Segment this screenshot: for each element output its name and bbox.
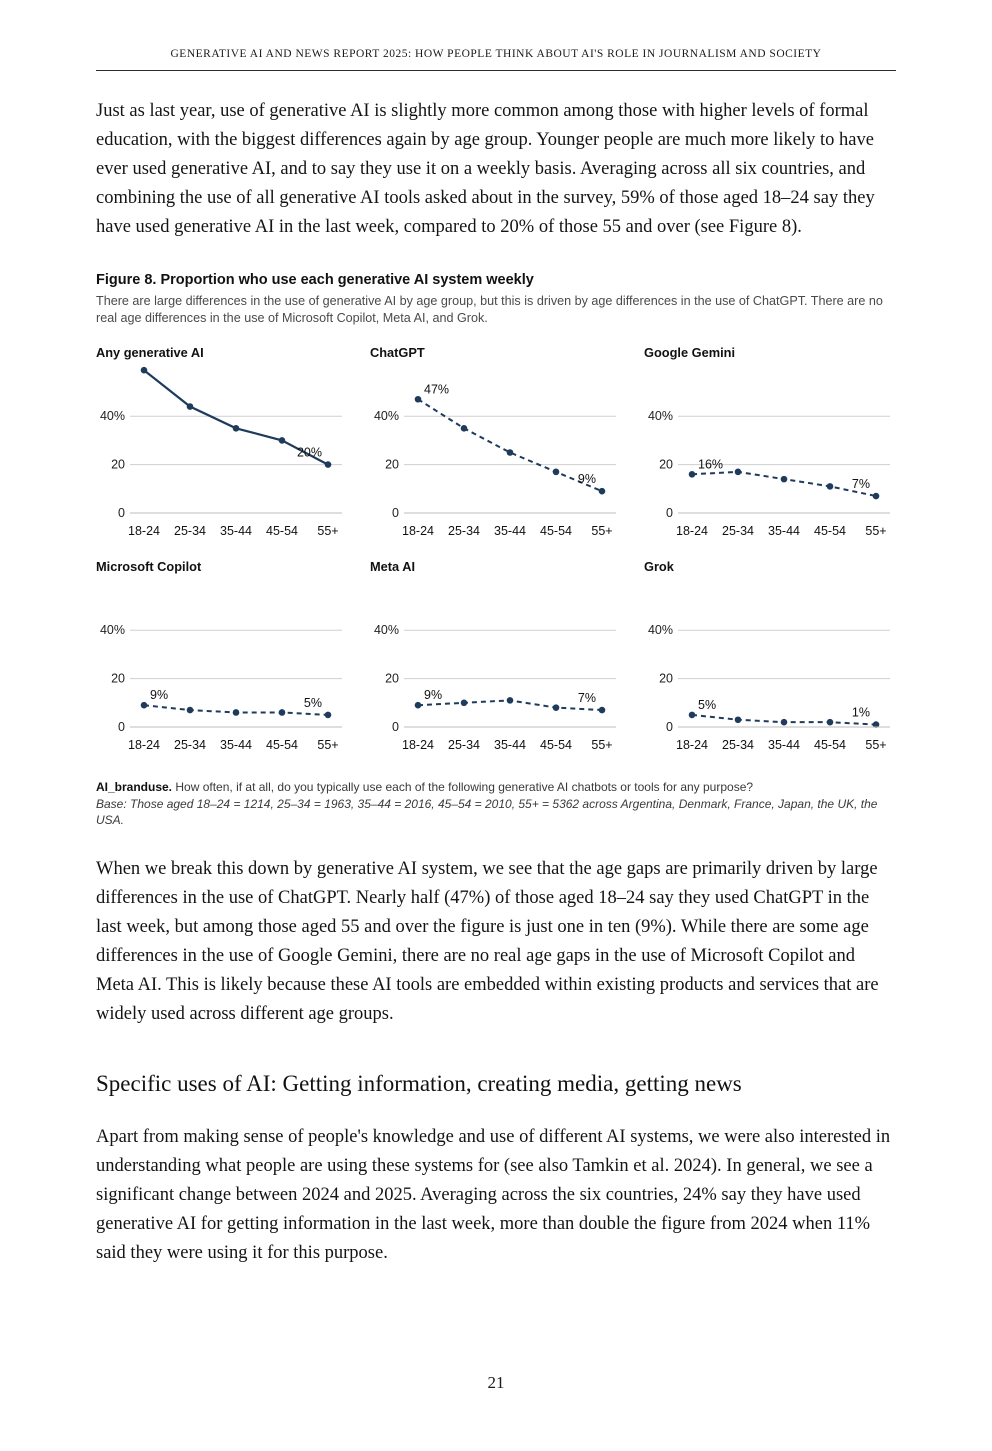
- x-tick-label: 45-54: [814, 524, 846, 538]
- data-point: [507, 449, 514, 456]
- x-tick-label: 25-34: [722, 524, 754, 538]
- y-tick-label: 40%: [99, 623, 125, 638]
- data-point: [735, 469, 742, 476]
- data-point: [735, 716, 742, 723]
- series-line: [418, 399, 602, 491]
- data-point: [507, 697, 514, 704]
- figure-8: [96, 272, 896, 829]
- data-point: [781, 719, 788, 726]
- chart-svg: [370, 580, 622, 765]
- chart-plot: [370, 580, 622, 765]
- y-tick-label: 0: [666, 720, 673, 734]
- chart-svg: [644, 580, 896, 765]
- chart-panel-chatgpt: [370, 345, 622, 551]
- y-tick-label: 20: [111, 671, 125, 686]
- charts-grid: [96, 345, 896, 765]
- intro-paragraph-block: [96, 97, 896, 242]
- x-tick-label: 35-44: [220, 524, 252, 538]
- x-tick-label: 25-34: [174, 738, 206, 752]
- chart-svg: [644, 366, 896, 551]
- chart-panel-any-generative-ai: [96, 345, 348, 551]
- data-label: 1%: [851, 705, 870, 720]
- data-point: [461, 700, 468, 707]
- figure-note-question: How often, if at all, do you typically use each of the following generative AI chatbots or tools for any purpose?: [172, 780, 754, 794]
- y-tick-label: 0: [118, 720, 125, 734]
- x-tick-label: 55+: [591, 738, 613, 752]
- data-point: [141, 702, 148, 709]
- data-point: [233, 425, 240, 432]
- chart-panel-title: ChatGPT: [370, 345, 425, 360]
- section-paragraph: Apart from making sense of people's knowledge and use of different AI systems, we were also interested in understanding what people are using these systems for (see also Tamkin et al. 2024). In general, we see a significant change between 2024 and 2025. Averaging across the six countries, 24% say they have used generative AI for getting information in the last week, more than double the figure from 2024 when 11% said they were using it for this purpose.: [96, 1126, 891, 1263]
- data-label: [150, 366, 175, 367]
- figure-title: Figure 8. Proportion who use each generative AI system weekly: [96, 272, 534, 288]
- chart-svg: [370, 366, 622, 551]
- chart-plot: [370, 366, 622, 551]
- chart-plot: [96, 366, 348, 551]
- chart-panel-title: Google Gemini: [644, 345, 736, 360]
- chart-panel-microsoft-copilot: [96, 559, 348, 765]
- figure-note-base: Base: Those aged 18–24 = 1214, 25–34 = 1963, 35–44 = 2016, 45–54 = 2010, 55+ = 5362 across Argentina, Denmark, France, Japan, the UK, the USA.: [96, 796, 878, 827]
- x-tick-label: 25-34: [722, 738, 754, 752]
- chart-panel-meta-ai: [370, 559, 622, 765]
- data-point: [599, 488, 606, 495]
- x-tick-label: 55+: [317, 738, 339, 752]
- data-point: [827, 483, 834, 490]
- x-tick-label: 18-24: [402, 738, 434, 752]
- data-label: 7%: [851, 477, 870, 492]
- data-label: 16%: [698, 457, 724, 472]
- chart-panel-title: Microsoft Copilot: [96, 559, 202, 574]
- y-tick-label: 40%: [373, 409, 399, 424]
- y-tick-label: 40%: [99, 409, 125, 424]
- data-point: [325, 712, 332, 719]
- chart-panel-title: Any generative AI: [96, 345, 204, 360]
- x-tick-label: 35-44: [494, 738, 526, 752]
- y-tick-label: 20: [111, 457, 125, 472]
- y-tick-label: 0: [392, 506, 399, 520]
- figure-note-code: AI_branduse.: [96, 780, 173, 794]
- chart-panel-title: Meta AI: [370, 559, 416, 574]
- x-tick-label: 35-44: [768, 738, 800, 752]
- document-page: [0, 48, 992, 1451]
- data-label: 5%: [303, 695, 322, 710]
- running-head: GENERATIVE AI AND NEWS REPORT 2025: HOW PEOPLE THINK ABOUT AI'S ROLE IN JOURNALISM AND SOCIETY: [96, 48, 896, 71]
- chart-plot: [644, 366, 896, 551]
- x-tick-label: 45-54: [814, 738, 846, 752]
- data-label: 9%: [424, 688, 443, 703]
- data-point: [553, 704, 560, 711]
- figure-subtitle: There are large differences in the use of generative AI by age group, but this is driven by age differences in the use of ChatGPT. There are no real age differences in the use of Microsoft Copilot, Meta AI, and Grok.: [96, 294, 883, 325]
- data-point: [873, 493, 880, 500]
- data-point: [781, 476, 788, 483]
- x-tick-label: 55+: [865, 524, 887, 538]
- x-tick-label: 18-24: [676, 524, 708, 538]
- x-tick-label: 35-44: [220, 738, 252, 752]
- x-tick-label: 35-44: [494, 524, 526, 538]
- y-tick-label: 20: [659, 671, 673, 686]
- data-label: 5%: [698, 697, 717, 712]
- after-figure-paragraph: When we break this down by generative AI system, we see that the age gaps are primarily driven by large differences in the use of ChatGPT. Nearly half (47%) of those aged 18–24 say they used ChatGPT in the last week, but among those aged 55 and over the figure is just one in ten (9%). While there are some age differences in the use of Google Gemini, there are no real age gaps in the use of Microsoft Copilot and Meta AI. This is likely because these AI tools are embedded within existing products and services that are widely used across different age groups.: [96, 858, 879, 1024]
- section-heading: Specific uses of AI: Getting information, creating media, getting news: [96, 1070, 742, 1096]
- chart-plot: [644, 580, 896, 765]
- x-tick-label: 45-54: [540, 738, 572, 752]
- x-tick-label: 25-34: [174, 524, 206, 538]
- data-label: 9%: [577, 472, 596, 487]
- x-tick-label: 55+: [865, 738, 887, 752]
- x-tick-label: 35-44: [768, 524, 800, 538]
- y-tick-label: 20: [385, 671, 399, 686]
- x-tick-label: 18-24: [128, 738, 160, 752]
- x-tick-label: 55+: [591, 524, 613, 538]
- data-point: [325, 461, 332, 468]
- data-point: [415, 702, 422, 709]
- chart-svg: [96, 366, 348, 551]
- data-label: 7%: [577, 691, 596, 706]
- data-point: [689, 712, 696, 719]
- data-label: 47%: [424, 382, 450, 397]
- data-point: [689, 471, 696, 478]
- x-tick-label: 18-24: [402, 524, 434, 538]
- x-tick-label: 45-54: [266, 524, 298, 538]
- y-tick-label: 40%: [647, 623, 673, 638]
- after-figure-paragraph-block: [96, 855, 896, 1029]
- chart-panel-grok: [644, 559, 896, 765]
- y-tick-label: 20: [659, 457, 673, 472]
- y-tick-label: 0: [392, 720, 399, 734]
- x-tick-label: 25-34: [448, 524, 480, 538]
- y-tick-label: 20: [385, 457, 399, 472]
- x-tick-label: 45-54: [266, 738, 298, 752]
- x-tick-label: 18-24: [128, 524, 160, 538]
- figure-note: [96, 779, 896, 829]
- data-label: 20%: [296, 445, 322, 460]
- data-point: [461, 425, 468, 432]
- x-tick-label: 18-24: [676, 738, 708, 752]
- data-point: [827, 719, 834, 726]
- data-point: [599, 707, 606, 714]
- data-point: [415, 396, 422, 403]
- chart-plot: [96, 580, 348, 765]
- section-paragraph-block: [96, 1123, 896, 1268]
- y-tick-label: 40%: [647, 409, 673, 424]
- page-number: 21: [487, 1373, 505, 1392]
- data-point: [553, 469, 560, 476]
- data-point: [233, 709, 240, 716]
- data-label: 9%: [150, 688, 169, 703]
- y-tick-label: 40%: [373, 623, 399, 638]
- x-tick-label: 25-34: [448, 738, 480, 752]
- x-tick-label: 45-54: [540, 524, 572, 538]
- intro-paragraph: Just as last year, use of generative AI is slightly more common among those with higher levels of formal education, with the biggest differences again by age group. Younger people are much more likely to have ever used generative AI, and to say they use it on a weekly basis. Averaging across all six countries, and combining the use of all generative AI tools asked about in the survey, 59% of those aged 18–24 say they have used generative AI in the last week, compared to 20% of those 55 and over (see Figure 8).: [96, 101, 875, 237]
- chart-panel-google-gemini: [644, 345, 896, 551]
- y-tick-label: 0: [666, 506, 673, 520]
- data-point: [279, 709, 286, 716]
- series-line: [692, 472, 876, 496]
- data-point: [187, 403, 194, 410]
- y-tick-label: 0: [118, 506, 125, 520]
- x-tick-label: 55+: [317, 524, 339, 538]
- chart-panel-title: Grok: [644, 559, 674, 574]
- data-point: [141, 367, 148, 374]
- chart-svg: [96, 580, 348, 765]
- data-point: [187, 707, 194, 714]
- data-point: [279, 437, 286, 444]
